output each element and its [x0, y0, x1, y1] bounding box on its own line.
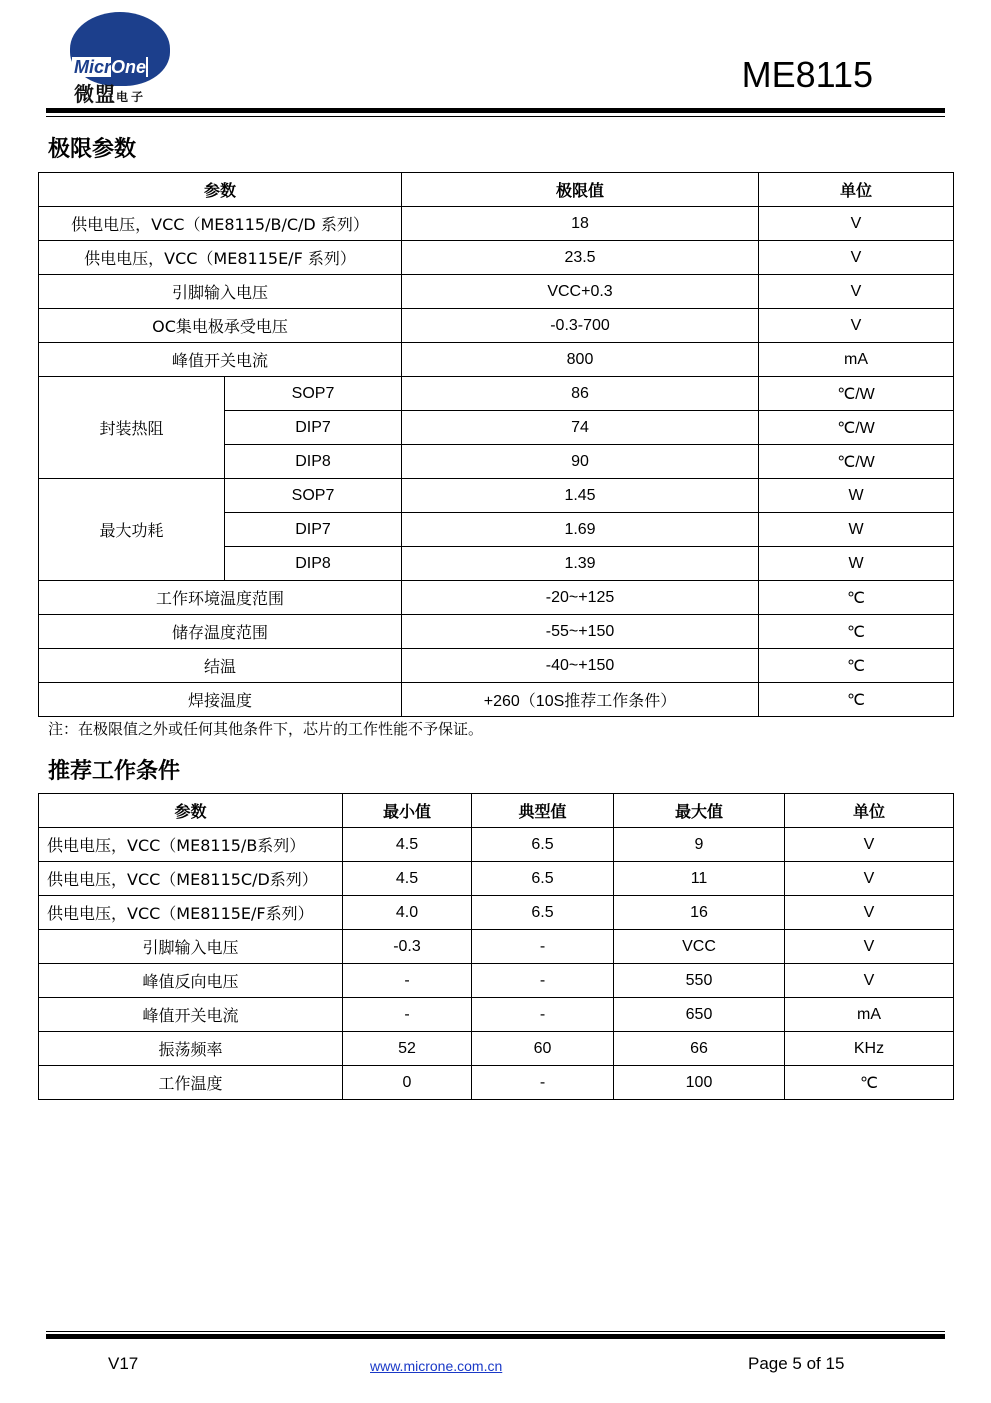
rec-op-title: 推荐工作条件 — [48, 759, 181, 784]
typ-cell: - — [472, 964, 614, 998]
table-row — [39, 683, 954, 717]
param-cell: 供电电压，VCC（ME8115E/F系列） — [39, 896, 343, 930]
abs-max-note: 注：在极限值之外或任何其他条件下，芯片的工作性能不予保证。 — [48, 720, 484, 738]
min-cell: 0 — [343, 1066, 472, 1100]
min-cell: -0.3 — [343, 930, 472, 964]
col-header-value: 极限值 — [402, 173, 759, 207]
footer-rule-thin — [46, 1331, 945, 1332]
value-cell: -55~+150 — [402, 615, 759, 649]
max-cell: 11 — [614, 862, 785, 896]
param-cell: 峰值开关电流 — [39, 343, 402, 377]
min-cell: 4.0 — [343, 896, 472, 930]
unit-cell: ℃/W — [759, 411, 954, 445]
typ-cell: - — [472, 998, 614, 1032]
table-row — [39, 207, 954, 241]
param-cell-thermal: 封装热阻 — [39, 377, 225, 479]
table-row — [39, 649, 954, 683]
unit-cell: V — [759, 275, 954, 309]
param-cell: 工作温度 — [39, 1066, 343, 1100]
unit-cell: mA — [759, 343, 954, 377]
param-cell-power: 最大功耗 — [39, 479, 225, 581]
abs-max-title: 极限参数 — [48, 137, 137, 162]
table-header-row — [39, 173, 954, 207]
package-cell: SOP7 — [225, 479, 402, 513]
table-row — [39, 896, 954, 930]
abs-max-table — [38, 172, 954, 717]
header-rule — [46, 108, 945, 113]
unit-cell: V — [759, 241, 954, 275]
table-row — [39, 343, 954, 377]
value-cell: -40~+150 — [402, 649, 759, 683]
max-cell: 550 — [614, 964, 785, 998]
unit-cell: ℃ — [759, 683, 954, 717]
value-cell: 74 — [402, 411, 759, 445]
table-row — [39, 998, 954, 1032]
table-row — [39, 930, 954, 964]
table-row — [39, 615, 954, 649]
value-cell: +260（10S推荐工作条件） — [402, 683, 759, 717]
unit-cell: ℃/W — [759, 445, 954, 479]
unit-cell: ℃ — [759, 581, 954, 615]
max-cell: 100 — [614, 1066, 785, 1100]
unit-cell: V — [759, 207, 954, 241]
package-cell: DIP7 — [225, 411, 402, 445]
typ-cell: 6.5 — [472, 896, 614, 930]
min-cell: 4.5 — [343, 828, 472, 862]
footer-page-number: Page 5 of 15 — [748, 1354, 845, 1373]
min-cell: 4.5 — [343, 862, 472, 896]
typ-cell: - — [472, 930, 614, 964]
logo-text-cn: 微盟电子 — [74, 82, 147, 106]
unit-cell: W — [759, 513, 954, 547]
param-cell: 供电电压，VCC（ME8115/B系列） — [39, 828, 343, 862]
unit-cell: ℃ — [759, 649, 954, 683]
unit-cell: V — [759, 309, 954, 343]
rec-op-table — [38, 793, 954, 1100]
param-cell: 焊接温度 — [39, 683, 402, 717]
typ-cell: - — [472, 1066, 614, 1100]
col-header-unit: 单位 — [759, 173, 954, 207]
typ-cell: 60 — [472, 1032, 614, 1066]
max-cell: 650 — [614, 998, 785, 1032]
param-cell: 工作环境温度范围 — [39, 581, 402, 615]
footer-link-wrap — [370, 1356, 502, 1376]
value-cell: -0.3-700 — [402, 309, 759, 343]
unit-cell: V — [785, 896, 954, 930]
value-cell: 1.39 — [402, 547, 759, 581]
value-cell: 90 — [402, 445, 759, 479]
unit-cell: ℃ — [759, 615, 954, 649]
param-cell: 振荡频率 — [39, 1032, 343, 1066]
min-cell: - — [343, 998, 472, 1032]
doc-title: ME8115 — [741, 54, 873, 95]
footer-rule — [46, 1334, 945, 1339]
table-header-row — [39, 794, 954, 828]
max-cell: 16 — [614, 896, 785, 930]
footer-version: V17 — [108, 1354, 139, 1373]
col-header-typ: 典型值 — [472, 794, 614, 828]
unit-cell: mA — [785, 998, 954, 1032]
param-cell: 结温 — [39, 649, 402, 683]
unit-cell: V — [785, 964, 954, 998]
value-cell: -20~+125 — [402, 581, 759, 615]
max-cell: VCC — [614, 930, 785, 964]
header-rule-thin — [46, 116, 945, 117]
max-cell: 9 — [614, 828, 785, 862]
value-cell: 1.69 — [402, 513, 759, 547]
table-row — [39, 241, 954, 275]
table-row — [39, 1032, 954, 1066]
param-cell: 引脚输入电压 — [39, 275, 402, 309]
unit-cell: ℃/W — [759, 377, 954, 411]
value-cell: 1.45 — [402, 479, 759, 513]
unit-cell: V — [785, 862, 954, 896]
param-cell: 供电电压，VCC（ME8115E/F 系列） — [39, 241, 402, 275]
col-header-param: 参数 — [39, 794, 343, 828]
col-header-max: 最大值 — [614, 794, 785, 828]
logo-text-en: MicrOne — [74, 57, 147, 77]
value-cell: 23.5 — [402, 241, 759, 275]
table-row — [39, 479, 954, 513]
value-cell: 86 — [402, 377, 759, 411]
param-cell: 供电电压，VCC（ME8115C/D系列） — [39, 862, 343, 896]
unit-cell: V — [785, 828, 954, 862]
typ-cell: 6.5 — [472, 862, 614, 896]
table-row — [39, 275, 954, 309]
package-cell: DIP8 — [225, 547, 402, 581]
param-cell: 峰值反向电压 — [39, 964, 343, 998]
package-cell: DIP8 — [225, 445, 402, 479]
min-cell: 52 — [343, 1032, 472, 1066]
table-row — [39, 581, 954, 615]
unit-cell: KHz — [785, 1032, 954, 1066]
package-cell: SOP7 — [225, 377, 402, 411]
footer-url-link[interactable]: www.microne.com.cn — [370, 1358, 503, 1374]
unit-cell: V — [785, 930, 954, 964]
unit-cell: ℃ — [785, 1066, 954, 1100]
table-row — [39, 1066, 954, 1100]
max-cell: 66 — [614, 1032, 785, 1066]
param-cell: 峰值开关电流 — [39, 998, 343, 1032]
value-cell: 800 — [402, 343, 759, 377]
col-header-min: 最小值 — [343, 794, 472, 828]
col-header-unit: 单位 — [785, 794, 954, 828]
company-logo — [70, 12, 174, 106]
package-cell: DIP7 — [225, 513, 402, 547]
table-row — [39, 828, 954, 862]
table-row — [39, 862, 954, 896]
unit-cell: W — [759, 479, 954, 513]
param-cell: OC集电极承受电压 — [39, 309, 402, 343]
min-cell: - — [343, 964, 472, 998]
table-row — [39, 309, 954, 343]
param-cell: 供电电压，VCC（ME8115/B/C/D 系列） — [39, 207, 402, 241]
value-cell: VCC+0.3 — [402, 275, 759, 309]
param-cell: 引脚输入电压 — [39, 930, 343, 964]
param-cell: 储存温度范围 — [39, 615, 402, 649]
typ-cell: 6.5 — [472, 828, 614, 862]
col-header-param: 参数 — [39, 173, 402, 207]
table-row — [39, 377, 954, 411]
unit-cell: W — [759, 547, 954, 581]
table-row — [39, 964, 954, 998]
value-cell: 18 — [402, 207, 759, 241]
